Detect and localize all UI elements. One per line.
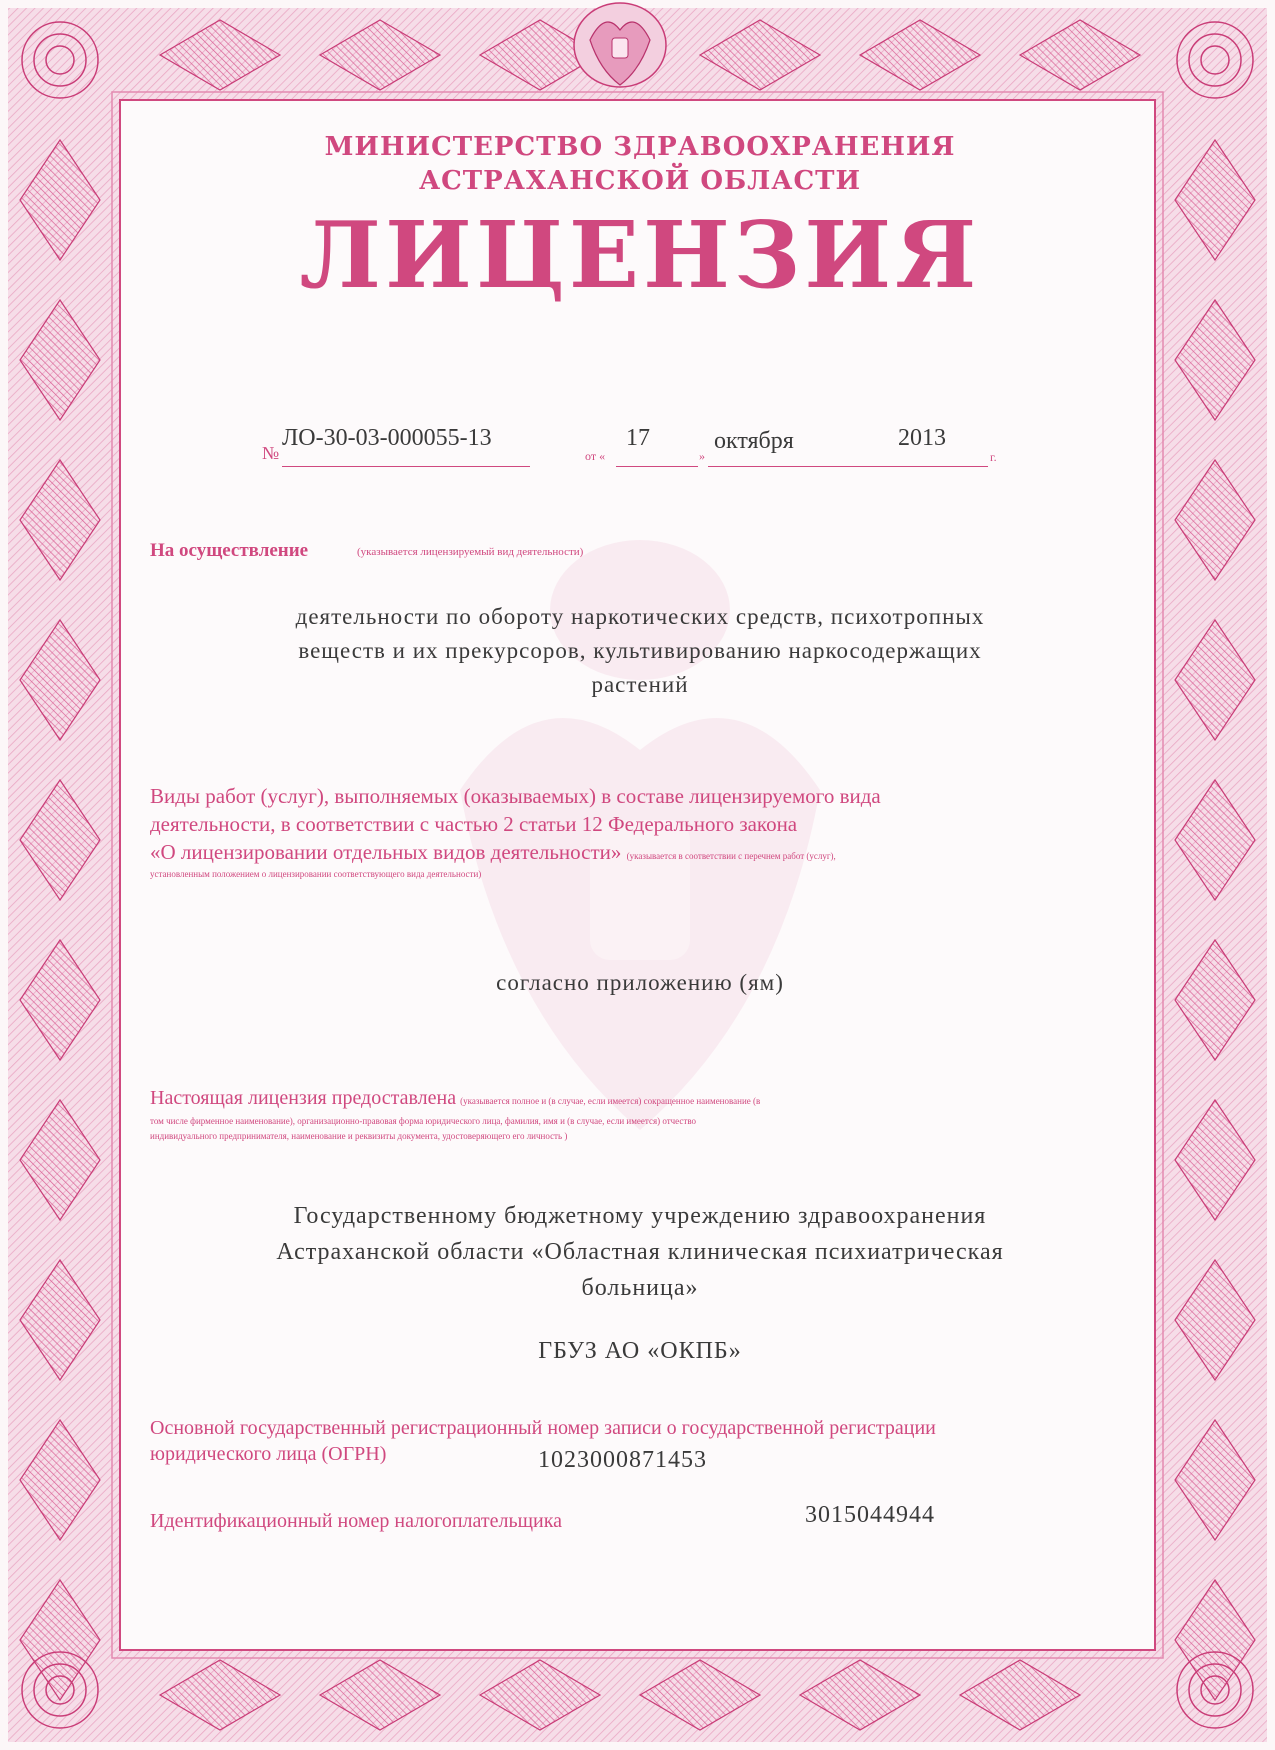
- day-quote-close: »: [699, 449, 705, 463]
- works-label: [150, 782, 1100, 866]
- licensee-name-line-1: Государственному бюджетному учреждению здравоохранения: [293, 1203, 987, 1229]
- year-suffix: г.: [990, 450, 997, 464]
- licensee-name: [140, 1198, 1140, 1306]
- number-sign: №: [262, 443, 280, 463]
- ogrn-value: 1023000871453: [538, 1447, 707, 1473]
- licensee-name-line-3: больница»: [581, 1275, 699, 1301]
- license-number: ЛО-30-03-000055-13: [282, 425, 492, 451]
- activity-line-1: деятельности по обороту наркотических средств, психотропных: [295, 604, 985, 629]
- licensee-short-name: ГБУЗ АО «ОКПБ»: [538, 1338, 742, 1364]
- activity-line-2: веществ и их прекурсоров, культивированию наркосодержащих: [298, 638, 982, 663]
- license-day: 17: [626, 425, 650, 451]
- licensee-label-block: [150, 1087, 1110, 1110]
- ministry-line-2: АСТРАХАНСКОЙ ОБЛАСТИ: [418, 166, 862, 196]
- document-title: ЛИЦЕНЗИЯ: [299, 201, 981, 309]
- activity-line-3: растений: [591, 672, 689, 697]
- activity-label: На осуществление: [150, 540, 309, 561]
- license-year: 2013: [898, 425, 946, 451]
- licensee-hint-1: (указывается полное и (в случае, если имеется) сокращенное наименование (в: [460, 1096, 761, 1106]
- licensee-hint-3: индивидуального предпринимателя, наименование и реквизиты документа, удостоверяющего его личность ): [150, 1131, 568, 1141]
- works-line-1: Виды работ (услуг), выполняемых (оказываемых) в составе лицензируемого вида: [150, 784, 881, 808]
- licensee-label: Настоящая лицензия предоставлена: [150, 1087, 457, 1109]
- works-hint-1: (указывается в соответствии с перечнем работ (услуг),: [626, 851, 836, 861]
- works-line-3: «О лицензировании отдельных видов деятельности»: [150, 840, 622, 864]
- works-hint-2: установленным положением о лицензировании соответствующего вида деятельности): [150, 869, 482, 879]
- day-underline: [616, 466, 698, 467]
- activity-description: [140, 600, 1140, 702]
- licensee-hint-2: том числе фирменное наименование), организационно-правовая форма юридического лица, фамилия, имя и (в случае, если имеется) отчество: [150, 1116, 697, 1126]
- number-underline: [282, 466, 530, 467]
- licensee-name-line-2: Астраханской области «Областная клиническая психиатрическая: [276, 1239, 1004, 1265]
- ogrn-label-line-2: юридического лица (ОГРН): [150, 1443, 387, 1465]
- ministry-line-1: МИНИСТЕРСТВО ЗДРАВООХРАНЕНИЯ: [324, 132, 956, 162]
- coat-of-arms-emblem: [560, 0, 680, 110]
- license-month: октября: [714, 428, 794, 454]
- inn-value: 3015044944: [805, 1502, 935, 1528]
- works-value: согласно приложению (ям): [496, 970, 784, 995]
- works-line-2: деятельности, в соответствии с частью 2 статьи 12 Федерального закона: [150, 812, 798, 836]
- date-from-label: от «: [585, 449, 606, 463]
- inn-label: Идентификационный номер налогоплательщика: [150, 1510, 563, 1532]
- ministry-name: [200, 130, 1080, 198]
- activity-hint: (указывается лицензируемый вид деятельности): [357, 546, 584, 558]
- works-line-3-wrap: [150, 838, 1100, 866]
- month-year-underline: [708, 466, 988, 467]
- ogrn-label-line-1: Основной государственный регистрационный номер записи о государственной регистрации: [150, 1417, 936, 1439]
